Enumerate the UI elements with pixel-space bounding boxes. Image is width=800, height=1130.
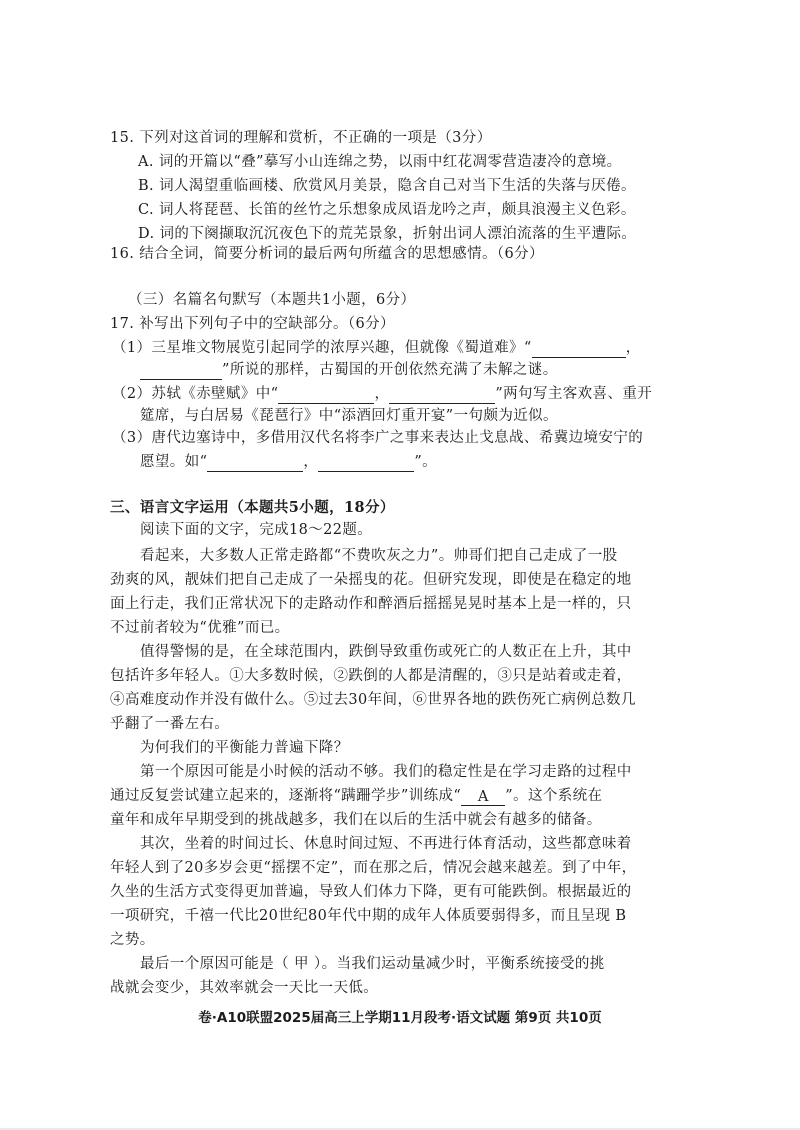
q17-blank-1[interactable] (532, 341, 626, 358)
q17-blank-3[interactable] (278, 387, 374, 404)
q17-item-3-comma: ， (303, 454, 319, 470)
passage-p1-line-2: 劲爽的风，靓妹们把自己走成了一朵摇曳的花。但研究发现，即使是在稳定的地 (110, 572, 632, 588)
q15-stem: 15. 下列对这首词的理解和赏析，不正确的一项是（3分） (110, 130, 492, 146)
q17-item-2-line-2: 筵席，与白居易《琵琶行》中“添酒回灯重开宴”一句颇为近似。 (140, 408, 558, 424)
passage-p5-line-1: 其次，坐着的时间过长、休息时间过短、不再进行体育活动，这些都意味着 (140, 836, 632, 852)
q17-item-1-comma: ， (625, 340, 641, 356)
passage-p6-line-2: 战就会变少，其效率就会一天比一天低。 (110, 980, 379, 996)
q17-item-3-text-a: 愿望。如“ (140, 454, 208, 470)
q15-option-b: B. 词人渴望重临画楼、欣赏风月美景，隐含自己对当下生活的失落与厌倦。 (138, 178, 636, 194)
passage-p5-line-2: 年轻人到了20多岁会更“摇摆不定”，而在那之后，情况会越来越差。到了中年， (110, 860, 637, 876)
q17-item-1-line-2 (140, 360, 558, 380)
q16-stem: 16. 结合全词，简要分析词的最后两句所蕴含的思想感情。（6分） (110, 246, 544, 262)
q17-item-1-text-a: （1）三星堆文物展览引起同学的浓厚兴趣，但就像《蜀道难》“ (112, 340, 532, 356)
q17-item-2-line-1 (112, 384, 652, 404)
q17-blank-2[interactable] (140, 363, 222, 380)
passage-p1-line-1: 看起来，大多数人正常走路都“不费吹灰之力”。帅哥们把自己走成了一股 (140, 548, 618, 564)
passage-p5-line-3: 久坐的生活方式变得更加普遍，导致人们体力下降，更有可能跌倒。根据最近的 (110, 884, 632, 900)
passage-p1-line-4: 不过前者较为“优雅”而已。 (110, 620, 290, 636)
passage-p4-line-3: 童年和成年早期受到的挑战越多，我们在以后的生活中就会有越多的储备。 (110, 812, 602, 828)
q17-item-3-text-b: ”。 (414, 454, 438, 470)
passage-p2-line-4: 乎翻了一番左右。 (110, 716, 230, 732)
passage-p4-text-b: ”。这个系统在 (505, 788, 603, 804)
q17-item-3-line-2 (140, 452, 437, 472)
q15-option-a: A. 词的开篇以“叠”摹写小山连绵之势，以雨中红花凋零营造凄冷的意境。 (138, 154, 622, 170)
passage-p4-line-2 (110, 786, 602, 806)
q17-blank-4[interactable] (389, 387, 495, 404)
page-footer: 卷·A10联盟2025届高三上学期11月段考·语文试题 第9页 共10页 (198, 1010, 602, 1026)
section-3-title: （三）名篇名句默写（本题共1小题，6分） (128, 292, 416, 308)
part-3-title: 三、语言文字运用（本题共5小题，18分） (110, 499, 395, 516)
q17-stem: 17. 补写出下列句子中的空缺部分。（6分） (110, 316, 395, 332)
q15-option-c: C. 词人将琵琶、长笛的丝竹之乐想象成凤语龙吟之声，颇具浪漫主义色彩。 (138, 202, 636, 218)
q17-item-2-text-a: （2）苏轼《赤壁赋》中“ (112, 386, 279, 402)
q17-item-1-line-1 (112, 338, 641, 358)
q17-item-3-line-1: （3）唐代边塞诗中，多借用汉代名将李广之事来表达止戈息战、希冀边境安宁的 (112, 430, 644, 446)
passage-p2-line-2: 包括许多年轻人。①大多数时候，②跌倒的人都是清醒的，③只是站着或走着， (110, 668, 632, 684)
q17-item-2-comma: ， (374, 386, 390, 402)
blank-a[interactable]: A (461, 787, 505, 806)
passage-p5-line-5: 之势。 (110, 932, 155, 948)
q17-item-1-text-b: ”所说的那样，古蜀国的开创依然充满了未解之谜。 (222, 362, 558, 378)
q17-item-2-text-b: ”两句写主客欢喜、重开 (495, 386, 653, 402)
passage-p4-text-a: 通过反复尝试建立起来的，逐渐将“蹒跚学步”训练成“ (110, 788, 462, 804)
q17-blank-6[interactable] (318, 455, 414, 472)
q17-blank-5[interactable] (207, 455, 303, 472)
passage-p6-line-1: 最后一个原因可能是（ 甲 ）。当我们运动量减少时，平衡系统接受的挑 (140, 956, 605, 972)
part-3-intro: 阅读下面的文字，完成18～22题。 (140, 522, 373, 538)
passage-p4-line-1: 第一个原因可能是小时候的活动不够。我们的稳定性是在学习走路的过程中 (140, 764, 632, 780)
q15-option-d: D. 词的下阕撷取沉沉夜色下的荒芜景象，折射出词人漂泊流落的生平遭际。 (138, 226, 637, 242)
passage-p2-line-1: 值得警惕的是，在全球范围内，跌倒导致重伤或死亡的人数正在上升，其中 (140, 644, 632, 660)
passage-p2-line-3: ④高难度动作并没有做什么。⑤过去30年间，⑥世界各地的跌伤死亡病例总数几 (110, 692, 636, 708)
passage-p1-line-3: 面上行走，我们正常状况下的走路动作和醉酒后摇摇晃晃时基本上是一样的，只 (110, 596, 632, 612)
passage-p5-line-4: 一项研究，千禧一代比20世纪80年代中期的成年人体质要弱得多，而且呈现 B (110, 908, 627, 924)
passage-p3: 为何我们的平衡能力普遍下降？ (140, 740, 349, 756)
